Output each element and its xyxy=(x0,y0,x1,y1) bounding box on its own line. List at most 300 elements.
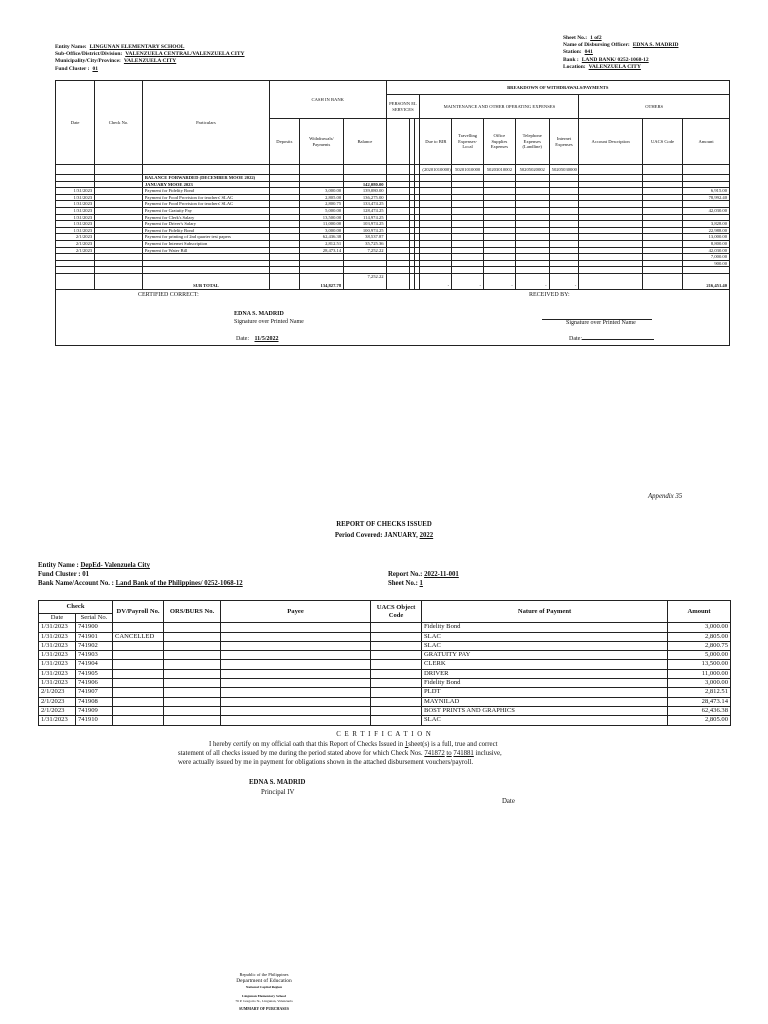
dv-payroll xyxy=(113,679,164,688)
ors-burs xyxy=(164,679,221,688)
ledger-cell xyxy=(142,254,269,261)
ledger-row xyxy=(56,194,730,201)
ledger-cell xyxy=(642,240,682,247)
nature-of-payment: CLERK xyxy=(422,660,668,669)
ledger-cell xyxy=(386,194,409,201)
ledger-cell xyxy=(515,234,549,241)
footer-republic: Republic of the Philippines xyxy=(239,972,289,977)
check-row xyxy=(39,716,731,725)
check-serial: 741908 xyxy=(76,697,113,706)
report-title: REPORT OF CHECKS ISSUED xyxy=(336,521,432,528)
ors-burs xyxy=(164,632,221,641)
check-serial: 741907 xyxy=(76,688,113,697)
ledger-cell xyxy=(420,234,452,241)
ledger-cell xyxy=(270,201,300,208)
payee xyxy=(221,641,371,650)
report-entity-label: Entity Name : xyxy=(38,562,79,569)
ledger-cell xyxy=(452,175,484,182)
check-amount: 3,000.00 xyxy=(668,623,731,632)
check-amount: 2,800.75 xyxy=(668,641,731,650)
dv-payroll xyxy=(113,669,164,678)
uacs-object-code xyxy=(371,651,422,660)
check-amount: 2,805.00 xyxy=(668,716,731,725)
ledger-cell xyxy=(299,175,343,182)
report-fund-value: 01 xyxy=(82,571,90,578)
ledger-cell xyxy=(386,240,409,247)
check-row xyxy=(39,679,731,688)
ledger-cell xyxy=(483,175,515,182)
col-report-amount: Amount xyxy=(668,601,731,623)
ledger-cell xyxy=(95,214,143,221)
ledger-row xyxy=(56,214,730,221)
officer-value: EDNA S. MADRID xyxy=(632,42,679,49)
ledger-cell xyxy=(270,254,300,261)
ledger-particulars: Payment for Water Bill xyxy=(142,247,269,254)
check-date: 2/1/2023 xyxy=(39,706,76,715)
signatory-title: Principal IV xyxy=(261,789,295,796)
ledger-balance: 7,252.22 xyxy=(344,247,386,254)
ledger-row xyxy=(56,188,730,195)
ledger-cell xyxy=(579,175,643,182)
check-serial: 741906 xyxy=(76,679,113,688)
col-breakdown: BREAKDOWN OF WITHDRAWALS/PAYMENTS xyxy=(386,81,729,95)
ledger-cell xyxy=(270,234,300,241)
ledger-cell xyxy=(299,254,343,261)
check-serial: 741902 xyxy=(76,641,113,650)
report-entity-value: DepEd- Valenzuela City xyxy=(80,562,150,569)
report-entity xyxy=(38,562,150,571)
uacs-object-code xyxy=(371,688,422,697)
ledger-cell xyxy=(420,201,452,208)
ledger-row xyxy=(56,181,730,188)
ledger-cell xyxy=(483,260,515,267)
cert-line2a: statement of all checks issued by me during the period stated above for which Check Nos. xyxy=(178,750,423,757)
check-serial: 741903 xyxy=(76,651,113,660)
ledger-cell xyxy=(549,240,579,247)
ledger-cell xyxy=(299,181,343,188)
payee xyxy=(221,660,371,669)
location-value: VALENZUELA CITY xyxy=(588,63,641,70)
report-bank-label: Bank Name/Account No. : xyxy=(38,580,114,587)
nature-of-payment: GRATUITY PAY xyxy=(422,651,668,660)
ledger-row xyxy=(56,234,730,241)
dv-payroll: CANCELLED xyxy=(113,632,164,641)
ledger-cell xyxy=(386,260,409,267)
ledger-cell xyxy=(642,221,682,228)
ledger-balance: 136,275.00 xyxy=(344,194,386,201)
ledger-cell xyxy=(579,207,643,214)
report-fund-label: Fund Cluster : xyxy=(38,571,81,578)
ledger-cell xyxy=(642,267,682,274)
ledger-cell xyxy=(420,267,452,274)
ledger-header-left xyxy=(55,44,385,73)
ledger-particulars: Payment for Fidelity Bond xyxy=(142,188,269,195)
ledger-date: 1/31/2023 xyxy=(56,227,95,234)
ledger-date: 1/31/2023 xyxy=(56,221,95,228)
payee xyxy=(221,706,371,715)
municipality-value: VALENZUELA CITY xyxy=(123,58,177,65)
ledger-particulars: Payment for printing of 2nd quarter test papers xyxy=(142,234,269,241)
col-ps-1 xyxy=(386,119,409,165)
ledger-cell xyxy=(483,234,515,241)
check-date: 1/31/2023 xyxy=(39,679,76,688)
check-date: 1/31/2023 xyxy=(39,716,76,725)
ledger-cell xyxy=(483,254,515,261)
others-amount: 13,000.00 xyxy=(683,234,730,241)
check-amount: 3,000.00 xyxy=(668,679,731,688)
ledger-cell xyxy=(642,201,682,208)
balance-forwarded: BALANCE FORWARDED (DECEMBER MOOE 2022) xyxy=(142,175,269,182)
uacs-object-code xyxy=(371,679,422,688)
ledger-cell xyxy=(515,214,549,221)
report-sheet xyxy=(388,580,423,589)
check-row xyxy=(39,706,731,715)
check-date: 2/1/2023 xyxy=(39,688,76,697)
col-particulars: Particulars xyxy=(142,81,269,165)
ledger-cell xyxy=(683,267,730,274)
check-amount: 13,500.00 xyxy=(668,660,731,669)
ledger-row xyxy=(56,175,730,182)
ledger-balance: 139,080.00 xyxy=(344,188,386,195)
ledger-cell xyxy=(95,267,143,274)
nature-of-payment: BOST PRINTS AND GRAPHICS xyxy=(422,706,668,715)
footer-school: Lingunan Elementary School xyxy=(242,994,286,998)
ledger-cell xyxy=(579,247,643,254)
ledger-cell xyxy=(515,207,549,214)
check-date: 2/1/2023 xyxy=(39,697,76,706)
ledger-cell xyxy=(452,227,484,234)
payee xyxy=(221,623,371,632)
ledger-cell xyxy=(420,247,452,254)
ledger-cell xyxy=(95,240,143,247)
ledger-cell xyxy=(579,260,643,267)
ledger-cell xyxy=(549,247,579,254)
date-value-left: 11/5/2022 xyxy=(254,336,279,342)
ledger-cell xyxy=(95,234,143,241)
check-date: 1/31/2023 xyxy=(39,660,76,669)
certifier-name: EDNA S. MADRID xyxy=(234,311,284,317)
ledger-cell xyxy=(579,254,643,261)
ledger-date: 1/31/2023 xyxy=(56,188,95,195)
check-amount: 11,000.00 xyxy=(668,669,731,678)
ledger-cell xyxy=(420,254,452,261)
checks-body xyxy=(39,623,731,725)
uacs-object-code xyxy=(371,697,422,706)
ledger-cell xyxy=(142,267,269,274)
ledger-header-right xyxy=(563,35,763,71)
subtotal-tel: - xyxy=(515,273,549,289)
ledger-cell xyxy=(549,175,579,182)
ledger-cell xyxy=(483,267,515,274)
ledger-cell xyxy=(420,227,452,234)
check-serial: 741905 xyxy=(76,669,113,678)
uacs-object-code xyxy=(371,660,422,669)
ledger-balance: 35,725.36 xyxy=(344,240,386,247)
ledger-cell xyxy=(95,188,143,195)
ledger-balance: 114,974.25 xyxy=(344,214,386,221)
location-label: Location: xyxy=(563,63,586,70)
footer-department: Department of Education xyxy=(236,978,292,984)
ledger-particulars: Payment for Gratuity Pay xyxy=(142,207,269,214)
col-nature-of-payment: Nature of Payment xyxy=(422,601,668,623)
col-amount: Amount xyxy=(683,119,730,165)
subtotal-bir: - xyxy=(420,273,452,289)
ledger-cell xyxy=(642,194,682,201)
date-line-right xyxy=(582,339,654,340)
uacs-object-code xyxy=(371,716,422,725)
check-serial: 741901 xyxy=(76,632,113,641)
ledger-cell xyxy=(270,188,300,195)
ors-burs xyxy=(164,660,221,669)
ledger-cell xyxy=(386,247,409,254)
ledger-cell xyxy=(452,254,484,261)
ledger-cell xyxy=(549,227,579,234)
ledger-cell xyxy=(515,221,549,228)
ledger-cell xyxy=(420,214,452,221)
check-row xyxy=(39,641,731,650)
col-telephone: Telephone Expenses (Landline) xyxy=(515,119,549,165)
period-prefix: Period Covered: JANUARY, xyxy=(334,532,418,539)
fund-cluster-label: Fund Cluster : xyxy=(55,65,90,72)
col-ors-burs: ORS/BURS No. xyxy=(164,601,221,623)
certification-line-3: were actually issued by me in payment for obligations shown in the attached disbursement vouchers/payroll. xyxy=(178,759,474,766)
col-payee: Payee xyxy=(221,601,371,623)
ledger-cell xyxy=(549,221,579,228)
ledger-cell xyxy=(452,240,484,247)
ledger-withdrawal: 2,800.75 xyxy=(299,201,343,208)
col-deposits: Deposits xyxy=(270,119,300,165)
ledger-cell xyxy=(56,181,95,188)
dv-payroll xyxy=(113,660,164,669)
ledger-cell xyxy=(642,227,682,234)
ledger-cell xyxy=(549,201,579,208)
ledger-cell xyxy=(483,240,515,247)
ledger-cell xyxy=(452,194,484,201)
ledger-cell xyxy=(452,221,484,228)
ledger-cell xyxy=(452,188,484,195)
ledger-cell xyxy=(579,240,643,247)
fund-cluster-value: 01 xyxy=(92,65,98,72)
code-internet: 50205030000 xyxy=(549,165,579,175)
ors-burs xyxy=(164,651,221,660)
ors-burs xyxy=(164,669,221,678)
ledger-cell xyxy=(515,240,549,247)
nature-of-payment: Fidelity Bond xyxy=(422,679,668,688)
ledger-particulars: Payment for Clerk's Salary xyxy=(142,214,269,221)
ledger-cell xyxy=(420,260,452,267)
mooe-label: JANUARY MOOE 2023 xyxy=(142,181,269,188)
check-amount: 2,812.51 xyxy=(668,688,731,697)
station-label: Station: xyxy=(563,49,582,56)
ledger-balance: 133,474.25 xyxy=(344,201,386,208)
ledger-cell xyxy=(344,267,386,274)
ledger-cell xyxy=(549,267,579,274)
check-serial: 741909 xyxy=(76,706,113,715)
ledger-cell xyxy=(549,214,579,221)
ledger-date: 2/1/2023 xyxy=(56,234,95,241)
cert-from: 741872 xyxy=(424,750,445,757)
ledger-cell xyxy=(452,201,484,208)
certified-label: CERTIFIED CORRECT: xyxy=(138,292,199,298)
ledger-cell xyxy=(483,221,515,228)
dv-payroll xyxy=(113,716,164,725)
nature-of-payment: SLAC xyxy=(422,716,668,725)
ledger-cell xyxy=(386,188,409,195)
others-amount: 42,030.00 xyxy=(683,207,730,214)
check-serial: 741904 xyxy=(76,660,113,669)
ledger-cell xyxy=(344,254,386,261)
col-balance: Balance xyxy=(344,119,386,165)
ledger-withdrawal: 11,000.00 xyxy=(299,221,343,228)
ledger-cell xyxy=(386,214,409,221)
ledger-row xyxy=(56,201,730,208)
nature-of-payment: SLAC xyxy=(422,632,668,641)
check-serial: 741900 xyxy=(76,623,113,632)
bank-label: Bank : xyxy=(563,56,579,63)
col-office-supplies: Office Supplies Expenses xyxy=(483,119,515,165)
ledger-row xyxy=(56,247,730,254)
ledger-cell xyxy=(420,207,452,214)
ledger-cell xyxy=(270,181,300,188)
ledger-cell xyxy=(420,221,452,228)
ledger-cell xyxy=(515,267,549,274)
col-check: Check xyxy=(39,601,113,614)
ledger-date: 2/1/2023 xyxy=(56,247,95,254)
code-office: 50203010002 xyxy=(483,165,515,175)
ledger-cell xyxy=(270,214,300,221)
municipality-label: Municipality/City/Province: xyxy=(55,58,121,65)
check-row xyxy=(39,651,731,660)
ledger-withdrawal: 2,805.00 xyxy=(299,194,343,201)
dv-payroll xyxy=(113,651,164,660)
ledger-row xyxy=(56,254,730,261)
subtotal-travel: - xyxy=(452,273,484,289)
ledger-cell xyxy=(95,201,143,208)
ledger-cell xyxy=(420,188,452,195)
ledger-cell xyxy=(299,267,343,274)
ledger-cell xyxy=(270,267,300,274)
cert-line2b: inclusive, xyxy=(475,750,502,757)
ledger-date: 1/31/2023 xyxy=(56,214,95,221)
check-date: 1/31/2023 xyxy=(39,623,76,632)
entity-value: LINGUNAN ELEMENTARY SCHOOL xyxy=(89,44,185,50)
ledger-row xyxy=(56,260,730,267)
ledger-cell xyxy=(452,207,484,214)
others-amount: 78,992.40 xyxy=(683,194,730,201)
check-date: 1/31/2023 xyxy=(39,651,76,660)
check-serial: 741910 xyxy=(76,716,113,725)
report-bank-value: Land Bank of the Philippines/ 0252-1068-12 xyxy=(115,580,243,587)
col-personnel: PERSONN EL SERVICES xyxy=(386,95,420,119)
ledger-cell xyxy=(270,175,300,182)
ledger-cell xyxy=(56,260,95,267)
entity-label: Entity Name: xyxy=(55,44,87,50)
ledger-cell xyxy=(95,227,143,234)
cert-to-word: to xyxy=(446,750,452,757)
col-mooe: MAINTENANCE AND OTHER OPERATING EXPENSES xyxy=(420,95,579,119)
ledger-balance: 100,974.25 xyxy=(344,227,386,234)
ledger-withdrawal: 13,500.00 xyxy=(299,214,343,221)
sheet-value: 1 of2 xyxy=(590,35,602,41)
ledger-cell xyxy=(579,181,643,188)
ledger-cell xyxy=(452,214,484,221)
check-date: 1/31/2023 xyxy=(39,669,76,678)
col-others: OTHERS xyxy=(579,95,730,119)
col-withdrawals: Withdrawals/ Payments xyxy=(299,119,343,165)
check-row xyxy=(39,632,731,641)
ledger-cell xyxy=(56,267,95,274)
ledger-cell xyxy=(642,234,682,241)
ledger-cell xyxy=(483,247,515,254)
ledger-cell xyxy=(642,175,682,182)
ledger-cell xyxy=(549,181,579,188)
ledger-signature-box xyxy=(55,283,730,346)
ledger-date: 1/31/2023 xyxy=(56,207,95,214)
ledger-withdrawal: 5,000.00 xyxy=(299,207,343,214)
ledger-cell xyxy=(579,267,643,274)
ledger-row xyxy=(56,227,730,234)
ledger-cell xyxy=(549,254,579,261)
suboffice-value: VALENZUELA CENTRAL/VALENZUELA CITY xyxy=(125,51,245,58)
ledger-cell xyxy=(549,207,579,214)
checks-issued-table xyxy=(38,600,731,726)
ledger-cell xyxy=(95,175,143,182)
report-no-value: 2022-11-001 xyxy=(424,571,459,578)
ledger-date: 2/1/2023 xyxy=(56,240,95,247)
ledger-cell xyxy=(95,194,143,201)
mooe-balance: 142,080.00 xyxy=(344,181,386,188)
ledger-cell xyxy=(642,188,682,195)
sheet-label: Sheet No.: xyxy=(563,35,588,41)
footer-summary: SUMMARY OF PURCHASES xyxy=(239,1007,289,1011)
col-cash-in-bank: CASH IN BANK xyxy=(270,81,387,119)
ledger-cell xyxy=(515,194,549,201)
ledger-cell xyxy=(642,207,682,214)
ledger-row xyxy=(56,207,730,214)
report-fund xyxy=(38,571,89,580)
ledger-cell xyxy=(642,260,682,267)
dv-payroll xyxy=(113,641,164,650)
others-amount: 8,800.00 xyxy=(683,240,730,247)
ledger-cell xyxy=(642,181,682,188)
subtotal-internet: - xyxy=(549,273,579,289)
col-account-desc: Account Description xyxy=(579,119,643,165)
ledger-cell xyxy=(95,207,143,214)
ledger-cell xyxy=(483,214,515,221)
uacs-object-code xyxy=(371,669,422,678)
ledger-balance: 103,974.25 xyxy=(344,221,386,228)
payee xyxy=(221,651,371,660)
nature-of-payment: PLDT xyxy=(422,688,668,697)
others-amount xyxy=(683,201,730,208)
ledger-cell xyxy=(386,234,409,241)
others-amount: 42,030.00 xyxy=(683,247,730,254)
ledger-cell xyxy=(56,254,95,261)
dv-payroll xyxy=(113,623,164,632)
check-row xyxy=(39,669,731,678)
ledger-cell xyxy=(483,207,515,214)
others-amount xyxy=(683,214,730,221)
check-row xyxy=(39,688,731,697)
ors-burs xyxy=(164,697,221,706)
ledger-cell xyxy=(344,260,386,267)
ledger-cell xyxy=(270,227,300,234)
col-uacs-code: UACS Code xyxy=(642,119,682,165)
ledger-cell xyxy=(515,260,549,267)
ledger-cell xyxy=(386,221,409,228)
ledger-cell xyxy=(549,194,579,201)
col-check-serial: Serial No. xyxy=(76,614,113,623)
